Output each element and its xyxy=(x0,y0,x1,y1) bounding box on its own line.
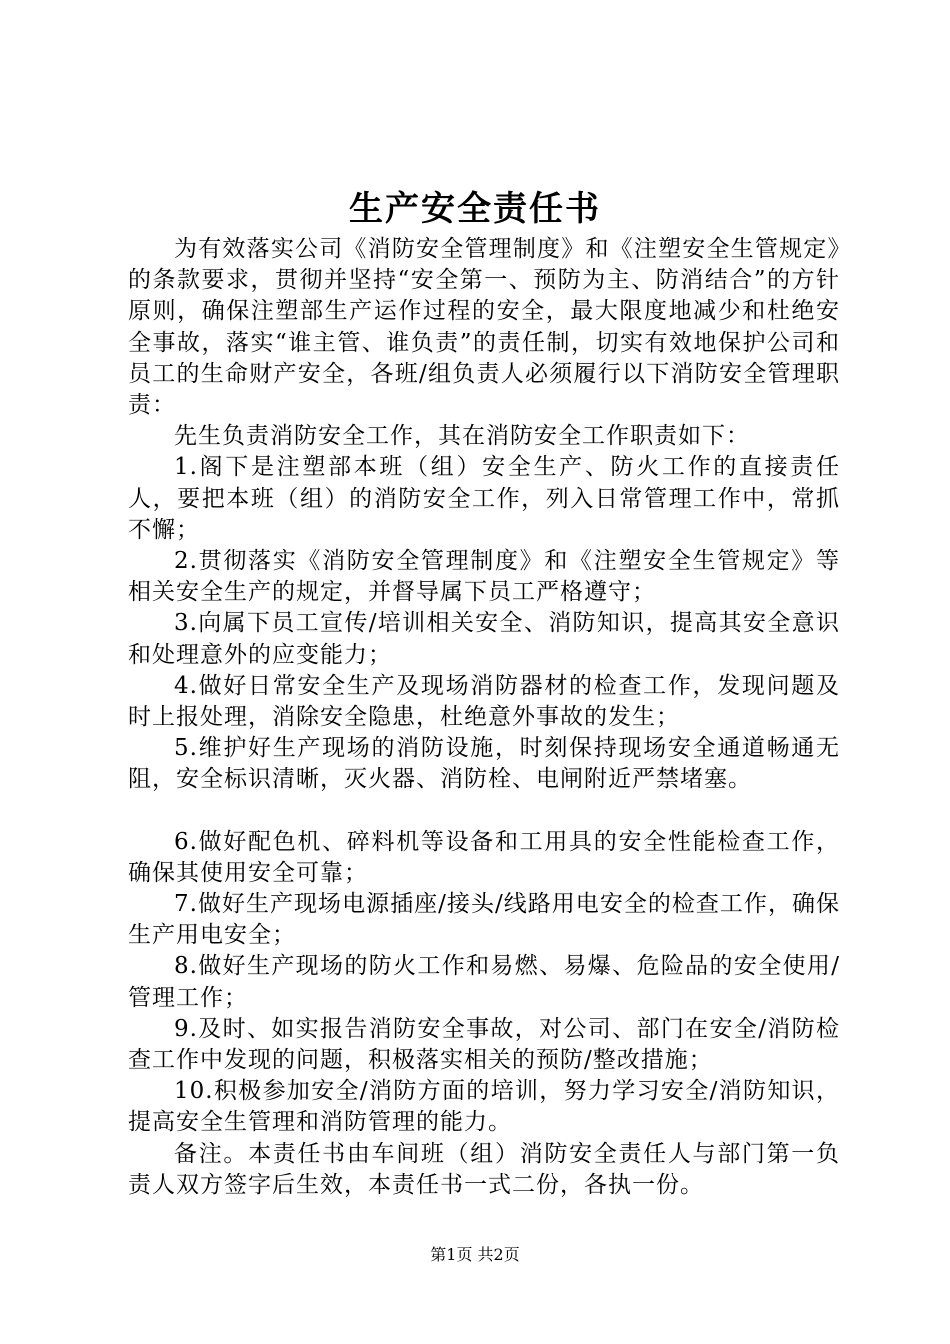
document-title: 生产安全责任书 xyxy=(349,189,601,229)
responsibility-intro: 先生负责消防安全工作，其在消防安全工作职责如下： xyxy=(174,423,750,450)
duty-item-2: 2.贯彻落实《消防安全管理制度》和《注塑安全生管规定》等相关安全生产的规定，并督导属下员工严格遵守； xyxy=(128,548,840,606)
duty-item-8: 8.做好生产现场的防火工作和易燃、易爆、危险品的安全使用/管理工作； xyxy=(128,953,840,1011)
document-body xyxy=(128,234,840,1201)
duty-item-3: 3.向属下员工宣传/培训相关安全、消防知识，提高其安全意识和处理意外的应变能力； xyxy=(128,610,840,668)
duty-item-5: 5.维护好生产现场的消防设施，时刻保持现场安全通道畅通无阻，安全标识清晰，灭火器、消防栓、电闸附近严禁堵塞。 xyxy=(128,735,840,793)
duty-item-1: 1.阁下是注塑部本班（组）安全生产、防火工作的直接责任人，要把本班（组）的消防安全工作，列入日常管理工作中，常抓不懈； xyxy=(128,454,840,543)
page-number-footer: 第1页 共2页 xyxy=(430,1245,520,1264)
duty-item-4: 4.做好日常安全生产及现场消防器材的检查工作，发现问题及时上报处理，消除安全隐患，杜绝意外事故的发生； xyxy=(128,672,840,731)
intro-paragraph: 为有效落实公司《消防安全管理制度》和《注塑安全生管规定》的条款要求，贯彻并坚持“安全第一、预防为主、防消结合”的方针原则，确保注塑部生产运作过程的安全，最大限度地减少和杜绝安全事故，落实“谁主管、谁负责”的责任制，切实有效地保护公司和员工的生命财产安全，各班/组负责人必须履行以下消防安全管理职责： xyxy=(128,236,840,419)
duty-item-9: 9.及时、如实报告消防安全事故，对公司、部门在安全/消防检查工作中发现的问题，积极落实相关的预防/整改措施； xyxy=(128,1015,840,1074)
remark-paragraph: 备注。本责任书由车间班（组）消防安全责任人与部门第一负责人双方签字后生效，本责任书一式二份，各执一份。 xyxy=(128,1140,840,1198)
duty-item-7: 7.做好生产现场电源插座/接头/线路用电安全的检查工作，确保生产用电安全； xyxy=(128,891,840,949)
duty-item-6: 6.做好配色机、碎料机等设备和工用具的安全性能检查工作，确保其使用安全可靠； xyxy=(128,828,840,886)
duty-item-10: 10.积极参加安全/消防方面的培训，努力学习安全/消防知识，提高安全生管理和消防管理的能力。 xyxy=(128,1078,840,1136)
